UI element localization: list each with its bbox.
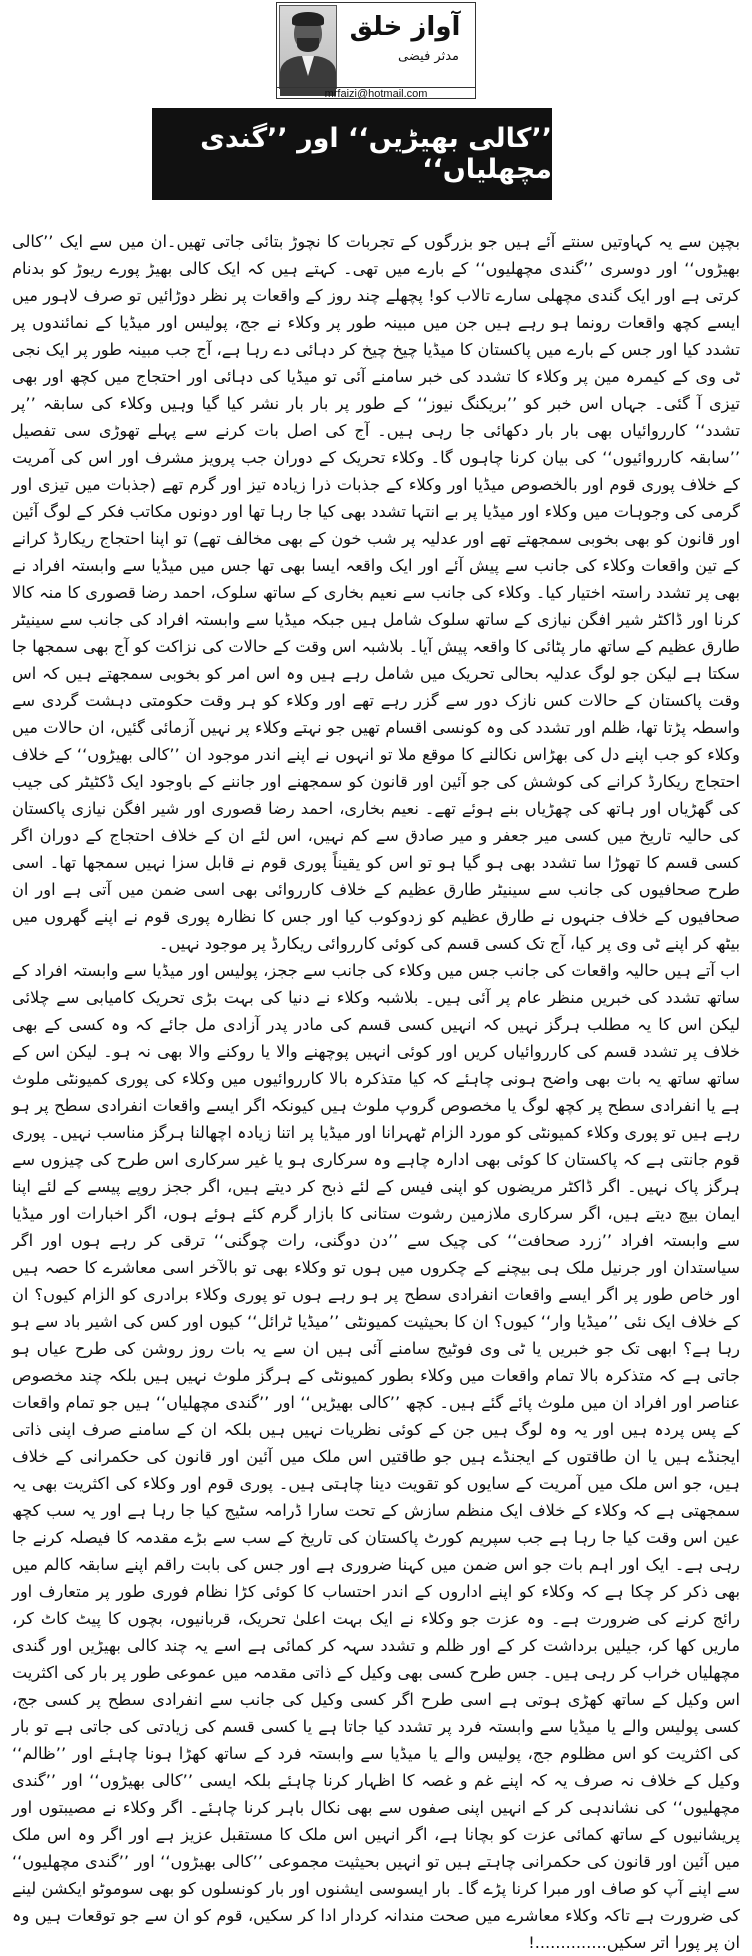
paragraph: اب آتے ہیں حالیہ واقعات کی جانب جس میں وکلاء کی جانب سے ججز، پولیس اور میڈیا سے وابستہ افراد کے ساتھ تشدد کی خبریں منظر عام پر آئی ہیں۔ بلاشبہ وکلاء نے دنیا کی بہت بڑی تحریک کامیابی سے چلائی لیکن اس کا یہ مطلب ہرگز نہیں کہ انہیں کسی قسم کی مادر پدر آزادی مل جائے کہ وہ کسی کے بھی خلاف پر تشدد قسم کی کارروائیاں کریں اور کوئی انہیں پوچھنے والا یا روکنے والا بھی نہ ہو۔ لیکن اس کے ساتھ ساتھ یہ بات بھی واضح ہونی چاہئے کہ کیا متذکرہ بالا کارروائیوں میں وکلاء کی پوری کمیونٹی ملوث ہے یا انفرادی سطح پر کچھ لوگ یا مخصوص گروپ ملوث ہیں کیونکہ اگر ایسے واقعات انفرادی سطح پر ہو رہے ہیں تو پوری وکلاء کمیونٹی کو مورد الزام ٹھہرانا اور میڈیا پر اتنا زیادہ اچھالنا ہرگز مناسب نہیں۔ پوری قوم جانتی ہے کہ پاکستان کا کوئی بھی ادارہ چاہے وہ سرکاری ہو یا غیر سرکاری اس طرح کی چیزوں سے ہرگز پاک نہیں۔ اگر ڈاکٹر مریضوں کو اپنی فیس کے لئے ذبح کر دیتے ہیں، اگر ججز روپے پیسے کے لئے اپنا ایمان بیچ دیتے ہیں، اگر سرکاری ملازمین رشوت ستانی کا بازار گرم کئے ہوئے ہوں، اگر اخبارات اور میڈیا سے وابستہ افراد ’’زرد صحافت‘‘ کی چیک سے ’’دن دوگنی، رات چوگنی‘‘ ترقی کر رہے ہوں اور اگر سیاستدان اور جرنیل ملک ہی بیچنے کے چکروں میں ہوں تو وکلاء بھی تو بالآخر اسی معاشرے کا حصہ ہیں اور خاص طور پر اگر ایسے واقعات انفرادی سطح پر ہو رہے ہوں تو پوری وکلاء برادری کو الزام کیوں؟ ان کے خلاف ایک نئی ’’میڈیا وار‘‘ کیوں؟ ان کا بحیثیت کمیونٹی ’’میڈیا ٹرائل‘‘ کیوں اور کس کی اشیر باد سے ہو رہا ہے؟ ابھی تک جو خبریں یا ٹی وی فوٹیج سامنے آئی ہیں ان سے یہ بات روز روشن کی طرح عیاں ہو جاتی ہے کہ متذکرہ بالا تمام واقعات میں وکلاء بطور کمیونٹی کے ہرگز ملوث نہیں ہیں بلکہ چند مخصوص عناصر اور افراد ان میں ملوث پائے گئے ہیں۔ کچھ ’’کالی بھیڑیں‘‘ اور ’’گندی مچھلیاں‘‘ ہیں جو تمام واقعات کے پس پردہ ہیں اور یہ وہ لوگ ہیں جن کے کوئی نظریات نہیں ہیں بلکہ ان کے سامنے صرف اپنی ذاتی ایجنڈے ہیں یا ان طاقتوں کے ایجنڈے ہیں جو طاقتیں اس ملک میں آئین اور قانون کی حکمرانی کے خلاف ہیں، جو اس ملک میں آمریت کے سایوں کو تقویت دینا چاہتی ہیں۔ پوری قوم اور وکلاء کی اکثریت بھی یہ سمجھتی ہے کہ وکلاء کے خلاف ایک منظم سازش کے تحت سارا ڈرامہ سٹیج کیا جا رہا ہے اور یہ سب کچھ عین اس وقت کیا جا رہا ہے جب سپریم کورٹ پاکستان کی تاریخ کے سب سے بڑے مقدمہ کا فیصلہ کرنے جا رہی ہے۔ ایک اور اہم بات جو اس ضمن میں کہنا ضروری ہے اور جس کی بابت راقم اپنے سابقہ کالم میں بھی ذکر کر چکا ہے کہ وکلاء کو اپنے اداروں کے اندر احتساب کا کوئی کڑا نظام فوری طور پر متعارف اور رائج کرنے کی ضرورت ہے۔ وہ عزت جو وکلاء نے ایک بہت اعلیٰ تحریک، قربانیوں، بچوں کا پیٹ کاٹ کر، ماریں کھا کر، جیلیں برداشت کر کے اور ظلم و تشدد سہہ کر کمائی ہے اسے یہ چند کالی بھیڑیں اور گندی مچھلیاں خراب کر رہی ہیں۔ جس طرح کسی بھی وکیل کے ذاتی مقدمہ میں عموعی طور پر بار کی اکثریت اس وکیل کے ساتھ کھڑی ہوتی ہے اسی طرح اگر کسی وکیل کی جانب سے انفرادی سطح پر کسی جج، کسی پولیس والے یا میڈیا سے وابستہ فرد پر تشدد کیا جاتا ہے یا کسی قسم کی زیادتی کی جاتی ہے تو بار کی اکثریت کو اس مظلوم جج، پولیس والے یا میڈیا سے وابستہ فرد کے ساتھ کھڑا ہونا چاہئے اور ’’ظالم‘‘ وکیل کے خلاف نہ صرف یہ کہ اپنے غم و غصہ کا اظہار کرنا چاہئے بلکہ ایسی ’’کالی بھیڑوں‘‘ اور ’’گندی مچھلیوں‘‘ کی نشاندہی کر کے انہیں اپنی صفوں سے بھی نکال باہر کرنا چاہئے۔ اگر وکلاء نے مصیبتوں اور پریشانیوں کے ساتھ کمائی عزت کو بچانا ہے، اگر انہیں اس ملک کا مستقبل عزیز ہے اور اگر وہ اس ملک میں آئین اور قانون کی حکمرانی چاہتے ہیں تو انہیں بحیثیت مجموعی ’’کالی بھیڑوں‘‘ اور ’’گندی مچھلیوں‘‘ سے اپنے آپ کو صاف اور مبرا کرنا پڑے گا۔ بار ایسوسی ایشنوں اور بار کونسلوں کو بھی سوموٹو ایکشن لینے کی ضرورت ہے تاکہ وکلاء معاشرے میں صحت مندانہ کردار ادا کر سکیں، قوم کو ان سے جو توقعات ہیں وہ ان پر پورا اتر سکیں..............!	[12, 961, 740, 1952]
headline-text: ’’کالی بھیڑیں‘‘ اور ’’گندی مچھلیاں‘‘	[200, 123, 552, 185]
column-masthead	[276, 2, 476, 99]
author-photo	[279, 5, 337, 89]
headline-box	[152, 108, 552, 200]
author-email: mrfaizi@hotmail.com	[277, 87, 475, 100]
article-body	[12, 228, 740, 1952]
author-name: مدثر فیضی	[398, 49, 459, 64]
paragraph: بچپن سے یہ کہاوتیں سنتے آئے ہیں جو بزرگوں کے تجربات کا نچوڑ بتائی جاتی تھیں۔ان میں سے ایک ’’کالی بھیڑوں‘‘ اور دوسری ’’گندی مچھلیوں‘‘ کے بارے میں تھی۔ کہتے ہیں کہ ایک کالی بھیڑ پورے ریوڑ کو بدنام کرتی ہے اور ایک گندی مچھلی سارے تالاب کو! پچھلے چند روز کے واقعات پر نظر دوڑائیں تو صرف لاہور میں ایسے کچھ واقعات رونما ہو رہے ہیں جن میں مبینہ طور پر وکلاء نے جج، پولیس اور میڈیا کے نمائندوں پر تشدد کیا اور جس کے بارے میں پاکستان کا میڈیا چیخ چیخ کر دہائی دے رہا ہے، آج جب مبینہ طور پر ایک نجی ٹی وی کے کیمرہ مین پر وکلاء کا تشدد کی خبر سامنے آئی تو میڈیا کی دہائی اور احتجاج میں کچھ اور بھی تیزی آ گئی۔ جہاں اس خبر کو ’’بریکنگ نیوز‘‘ کے طور پر بار بار نشر کیا گیا وہیں وکلاء کی سابقہ ’’پر تشدد‘‘ کارروائیاں بھی بار بار دکھائی جا رہی ہیں۔ آج کی اصل بات کرنے سے پہلے تھوڑی سی تفصیل ’’سابقہ کارروائیوں‘‘ کی بیان کرنا چاہوں گا۔ وکلاء تحریک کے دوران جب پرویز مشرف اور اس کی آمریت کے خلاف پوری قوم اور بالخصوص میڈیا اور وکلاء کے جذبات ذرا زیادہ تیز اور گرم تھے (جذبات میں تیزی اور گرمی کی وجوہات میں وکلاء اور میڈیا پر بے انتہا تشدد بھی کیا جا رہا تھا اور دونوں مکاتب فکر کے لوگ آئین اور قانون کو بھی بخوبی سمجھتے تھے اور عدلیہ پر شب خون کے بھی مخالف تھے) تو اپنا احتجاج ریکارڈ کرانے کے تین واقعات وکلاء کی جانب سے پیش آئے اور ایک واقعہ ایسا بھی تھا جس میں میڈیا سے وابستہ افراد نے بھی پر تشدد راستہ اختیار کیا۔ وکلاء کی جانب سے نعیم بخاری کے ساتھ سلوک، احمد رضا قصوری کا منہ کالا کرنا اور ڈاکٹر شیر افگن نیازی کے ساتھ سلوک شامل ہیں جبکہ میڈیا سے وابستہ افراد کی جانب سے سینیٹر طارق عظیم کے ساتھ مار پٹائی کا واقعہ پیش آیا۔ بلاشبہ اس وقت کے حالات کی نزاکت کو آج بھی سمجھا جا سکتا ہے لیکن جو لوگ عدلیہ بحالی تحریک میں شامل رہے ہیں وہ اس امر کو بخوبی سمجھتے ہیں کہ اس وقت پاکستان کے حالات کس نازک دور سے گزر رہے تھے اور وکلاء کو ہر وقت حکومتی دہشت گردی سے واسطہ پڑتا تھا، ظلم اور تشدد کی وہ کونسی اقسام تھیں جو نہتے وکلاء پر نہیں آزمائی گئیں، ان حالات میں وکلاء کو جب اپنے دل کی بھڑاس نکالنے کا موقع ملا تو انہوں نے اپنے اندر موجود ان ’’کالی بھیڑوں‘‘ کے خلاف احتجاج ریکارڈ کرانے کی کوشش کی جو آئین اور قانون کو سمجھنے اور جاننے کے باوجود ایک ڈکٹیٹر کی جیب کی گھڑیاں اور ہاتھ کی چھڑیاں بنے ہوئے تھے۔ نعیم بخاری، احمد رضا قصوری اور شیر افگن نیازی پاکستان کی حالیہ تاریخ میں کسی میر جعفر و میر صادق سے کم نہیں، اس لئے ان کے خلاف احتجاج کے دوران اگر کسی قسم کا تھوڑا سا تشدد بھی ہو گیا ہو تو اس کو یقیناً پوری قوم نے قابل سزا نہیں سمجھا تھا۔ اسی طرح صحافیوں کی جانب سے سینیٹر طارق عظیم کے خلاف کارروائی بھی اسی ضمن میں آتی ہے اور ان صحافیوں کے خلاف جنہوں نے طارق عظیم کو زدوکوب کیا اور جس کا نظارہ پوری قوم نے اپنے گھروں میں بیٹھ کر اپنے ٹی وی پر کیا، آج تک کسی قسم کی کوئی کارروائی ریکارڈ پر موجود نہیں۔	[12, 232, 740, 953]
column-name: آواز خلق	[349, 12, 461, 42]
